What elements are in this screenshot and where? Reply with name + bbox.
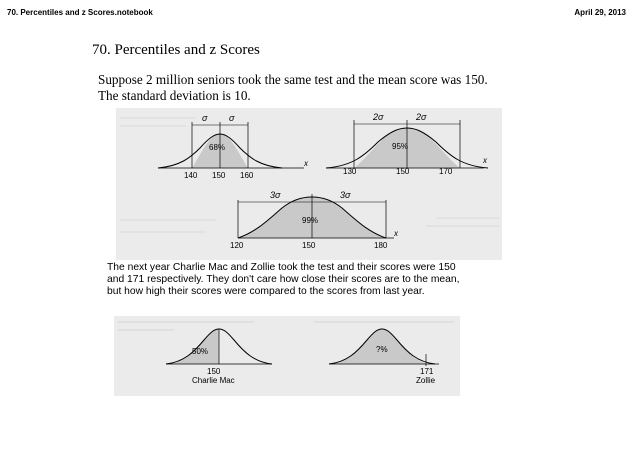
- paragraph-line: The next year Charlie Mac and Zollie took the test and their scores were 150: [107, 262, 456, 273]
- intro-line: The standard deviation is 10.: [98, 88, 251, 103]
- student-name: Zollie: [416, 376, 436, 385]
- comparison-curves-figure: [114, 316, 460, 396]
- tick-label: 150: [302, 241, 316, 250]
- intro-text: [98, 72, 488, 104]
- tick-label: 130: [343, 167, 357, 176]
- tick-label: 140: [184, 171, 198, 180]
- curve-one-sigma: [158, 113, 309, 180]
- tick-label: 180: [374, 241, 388, 250]
- paragraph-line: and 171 respectively. They don't care how close their scores are to the mean,: [107, 274, 460, 285]
- tick-label: 150: [212, 171, 226, 180]
- charlie-mac-curve: [166, 329, 272, 385]
- student-name: Charlie Mac: [192, 376, 235, 385]
- axis-variable: x: [304, 159, 308, 168]
- sigma-label: 3σ: [340, 190, 351, 200]
- curve-two-sigma: [326, 112, 488, 176]
- score-label: 150: [207, 367, 221, 376]
- zollie-curve: [329, 329, 439, 385]
- intro-line: Suppose 2 million seniors took the same test and the mean score was 150.: [98, 72, 488, 87]
- page-date: April 29, 2013: [574, 8, 626, 17]
- percent-label: 95%: [392, 142, 409, 151]
- curve-three-sigma: [230, 190, 399, 250]
- notebook-title: 70. Percentiles and z Scores.notebook: [7, 8, 153, 17]
- percent-label: 68%: [209, 143, 226, 152]
- comparison-curves-svg: [114, 316, 460, 396]
- score-label: 171: [420, 367, 434, 376]
- sigma-label: 2σ: [373, 112, 384, 122]
- sigma-label: 2σ: [416, 112, 427, 122]
- percent-label: 99%: [302, 216, 319, 225]
- axis-variable: x: [483, 156, 487, 165]
- scan-texture: [118, 322, 454, 330]
- tick-label: 160: [240, 171, 254, 180]
- percent-label: 50%: [192, 347, 209, 356]
- scenario-paragraph: [107, 262, 537, 298]
- page-title: 70. Percentiles and z Scores: [92, 42, 260, 58]
- sigma-label: 3σ: [270, 190, 281, 200]
- sigma-label: σ: [202, 113, 208, 123]
- tick-label: 150: [396, 167, 410, 176]
- normal-curves-figure: [116, 108, 502, 260]
- axis-variable: x: [394, 229, 398, 238]
- tick-label: 170: [439, 167, 453, 176]
- paragraph-line: but how high their scores were compared to the scores from last year.: [107, 286, 425, 297]
- sigma-label: σ: [229, 113, 235, 123]
- percent-label: ?%: [376, 345, 388, 354]
- tick-label: 120: [230, 241, 244, 250]
- normal-curves-svg: [116, 108, 502, 260]
